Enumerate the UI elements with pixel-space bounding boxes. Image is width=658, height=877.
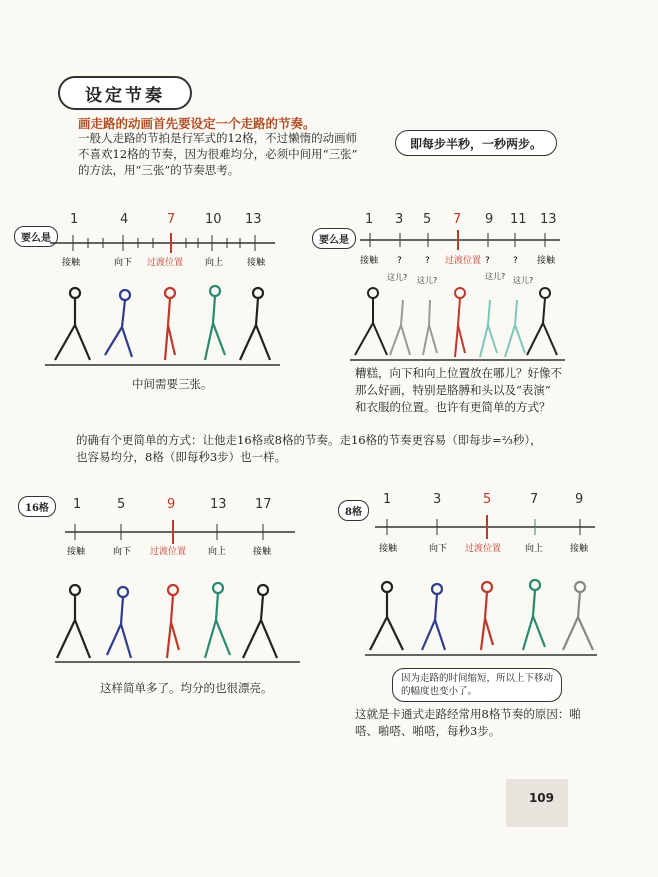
intro-line: 一般人走路的节拍是行军式的12格，不过懒惰的动画师: [78, 131, 358, 145]
walk-figures: [370, 580, 593, 650]
paragraph-line: 也容易均分，8格（即每秒3步）也一样。: [76, 450, 287, 464]
frame-number: 4: [120, 212, 129, 227]
frame-number: 7: [167, 212, 176, 227]
panel-c-diagram: [55, 490, 305, 670]
frame-number: 9: [485, 212, 494, 227]
caption-line: 和衣服的位置。也许有更简单的方式？: [355, 400, 551, 414]
middle-paragraph: [76, 432, 596, 466]
frame-number: 3: [395, 212, 404, 227]
pose-label: 过渡位置: [147, 258, 184, 268]
question-note: 这儿?: [485, 272, 506, 281]
pose-label: 接触: [62, 258, 81, 268]
pose-label: ?: [425, 256, 430, 266]
frame-number: 13: [245, 212, 262, 227]
pose-label: 向下: [114, 258, 133, 268]
caption-line: 嗒、啪嗒、啪嗒，每秒3步。: [355, 724, 501, 738]
panel-d-tag: 8格: [338, 500, 369, 521]
question-note: 这儿?: [513, 276, 534, 285]
pose-label: ?: [397, 256, 402, 266]
pose-label: 向下: [113, 547, 132, 557]
walk-figures: [57, 583, 277, 658]
panel-b-diagram: [345, 205, 570, 370]
caption-line: 糟糕，向下和向上位置放在哪儿？好像不: [355, 366, 562, 380]
frame-number: 3: [433, 492, 442, 507]
pose-label: 向上: [205, 258, 224, 268]
frame-number: 9: [167, 497, 176, 512]
frame-number: 7: [453, 212, 462, 227]
pose-label: 过渡位置: [465, 544, 502, 554]
panel-a-tag: 要么是: [14, 226, 58, 247]
frame-number: 5: [117, 497, 126, 512]
pose-label: 接触: [360, 256, 379, 266]
walk-figures: [355, 288, 557, 357]
panel-c-caption: 这样简单多了。均分的也很漂亮。: [100, 681, 273, 695]
section-title: 设定节奏: [58, 76, 192, 110]
pose-label: 接触: [379, 544, 398, 554]
pose-label: 接触: [67, 547, 86, 557]
question-note: 这儿?: [417, 276, 438, 285]
panel-a-diagram: [40, 205, 290, 375]
pose-label: 过渡位置: [150, 547, 187, 557]
intro-line: 的方法，用“三张”的节奏思考。: [78, 163, 240, 177]
pose-label: 接触: [247, 258, 266, 268]
frame-number: 10: [205, 212, 222, 227]
frame-number: 11: [510, 212, 527, 227]
frame-number: 1: [365, 212, 374, 227]
note-line: 因为走路的时间缩短，所以上下移动: [401, 673, 554, 684]
frame-number: 5: [483, 492, 492, 507]
panel-a-caption: 中间需要三张。: [132, 377, 213, 391]
pose-label: ?: [513, 256, 518, 266]
panel-b-tag: 要么是: [312, 228, 356, 249]
frame-number: 1: [383, 492, 392, 507]
speech-bubble: 即每步半秒，一秒两步。: [395, 130, 557, 156]
pose-label: 接触: [537, 256, 556, 266]
frame-number: 7: [530, 492, 539, 507]
frame-number: 9: [575, 492, 584, 507]
panel-c-tag: 16格: [18, 496, 56, 517]
panel-d-caption: [355, 706, 605, 740]
paragraph-line: 的确有个更简单的方式：让他走16格或8格的节奏。走16格的节奏更容易（即每步=⅔秒），: [76, 433, 542, 447]
panel-d-diagram: [365, 485, 600, 665]
pose-label: 过渡位置: [445, 256, 482, 266]
page-number: 109: [528, 791, 554, 805]
pose-label: 向上: [525, 544, 544, 554]
frame-number: 13: [210, 497, 227, 512]
pose-label: 向下: [429, 544, 448, 554]
frame-number: 17: [255, 497, 272, 512]
caption-line: 那么好画，特别是胳膊和头以及“表演”: [355, 383, 551, 397]
pose-label: 接触: [253, 547, 272, 557]
panel-d-note: [392, 668, 562, 702]
intro-text: [78, 130, 408, 178]
frame-number: 13: [540, 212, 557, 227]
pose-label: 向上: [208, 547, 227, 557]
frame-number: 5: [423, 212, 432, 227]
pose-label: ?: [485, 256, 490, 266]
intro-lead: 画走路的动画首先要设定一个走路的节奏。: [78, 116, 316, 131]
panel-b-caption: [355, 365, 605, 416]
walk-figures: [55, 286, 270, 360]
pose-label: 接触: [570, 544, 589, 554]
note-line: 的幅度也变小了。: [401, 686, 478, 697]
intro-line: 不喜欢12格的节奏，因为很难均分，必须中间用“三张”: [78, 147, 358, 161]
frame-number: 1: [73, 497, 82, 512]
caption-line: 这就是卡通式走路经常用8格节奏的原因：啪: [355, 707, 581, 721]
question-note: 这儿?: [387, 273, 408, 282]
frame-number: 1: [70, 212, 79, 227]
